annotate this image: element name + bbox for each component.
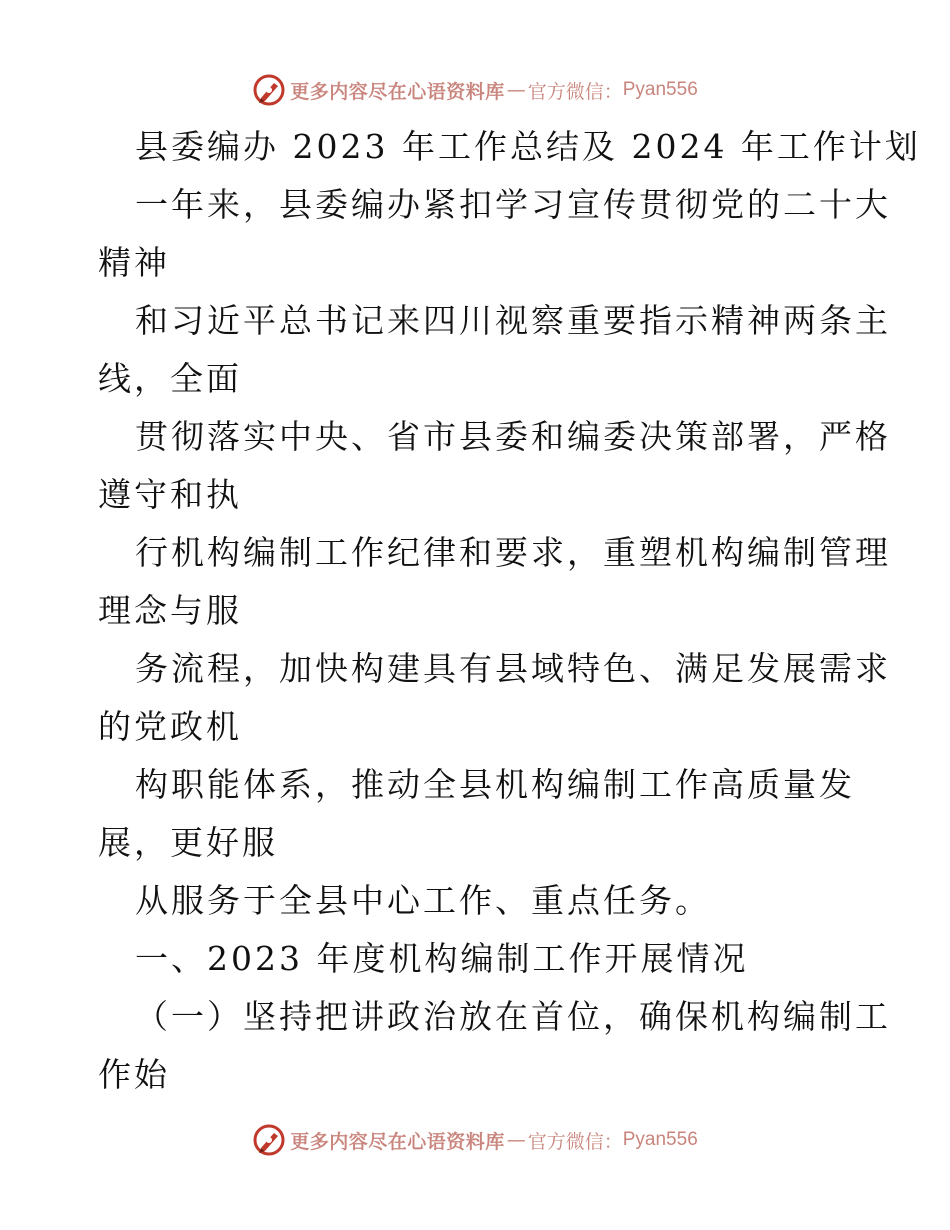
wechat-handle: Pyan556: [622, 79, 698, 100]
promo-text: 更多内容尽在心语资料库: [290, 80, 505, 103]
text-line: 从服务于全县中心工作、重点任务。: [135, 881, 711, 920]
footer-watermark-banner: [0, 1118, 950, 1162]
text-line: 和习近平总书记来四川视察重要指示精神两条主: [135, 301, 891, 340]
text-line: 展，更好服: [98, 823, 278, 862]
text-line: 的党政机: [98, 707, 242, 746]
text-line: 构职能体系，推动全县机构编制工作高质量发: [135, 765, 855, 804]
red-pen-badge-icon: [252, 73, 286, 107]
document-title: 县委编办 2023 年工作总结及 2024 年工作计划: [135, 127, 921, 166]
text-line: 作始: [98, 1055, 170, 1094]
red-pen-badge-icon: [252, 1123, 286, 1157]
header-watermark-banner: [0, 68, 950, 112]
promo-text: 更多内容尽在心语资料库: [290, 1130, 505, 1153]
text-line: 理念与服: [98, 591, 242, 630]
text-line: 贯彻落实中央、省市县委和编委决策部署，严格: [135, 417, 891, 456]
banner-separator: —: [506, 1129, 526, 1151]
section-heading: 一、2023 年度机构编制工作开展情况: [135, 939, 749, 978]
text-line: 线，全面: [98, 359, 242, 398]
text-line: 一年来，县委编办紧扣学习宣传贯彻党的二十大: [135, 185, 891, 224]
subsection-heading: （一）坚持把讲政治放在首位，确保机构编制工: [135, 997, 891, 1036]
official-wechat-label: 官方微信：: [527, 80, 623, 103]
official-wechat-label: 官方微信：: [527, 1130, 623, 1153]
text-line: 行机构编制工作纪律和要求，重塑机构编制管理: [135, 533, 891, 572]
text-line: 精神: [98, 243, 170, 282]
text-line: 遵守和执: [98, 475, 242, 514]
banner-separator: —: [506, 79, 526, 101]
wechat-handle: Pyan556: [622, 1129, 698, 1150]
text-line: 务流程，加快构建具有县域特色、满足发展需求: [135, 649, 891, 688]
